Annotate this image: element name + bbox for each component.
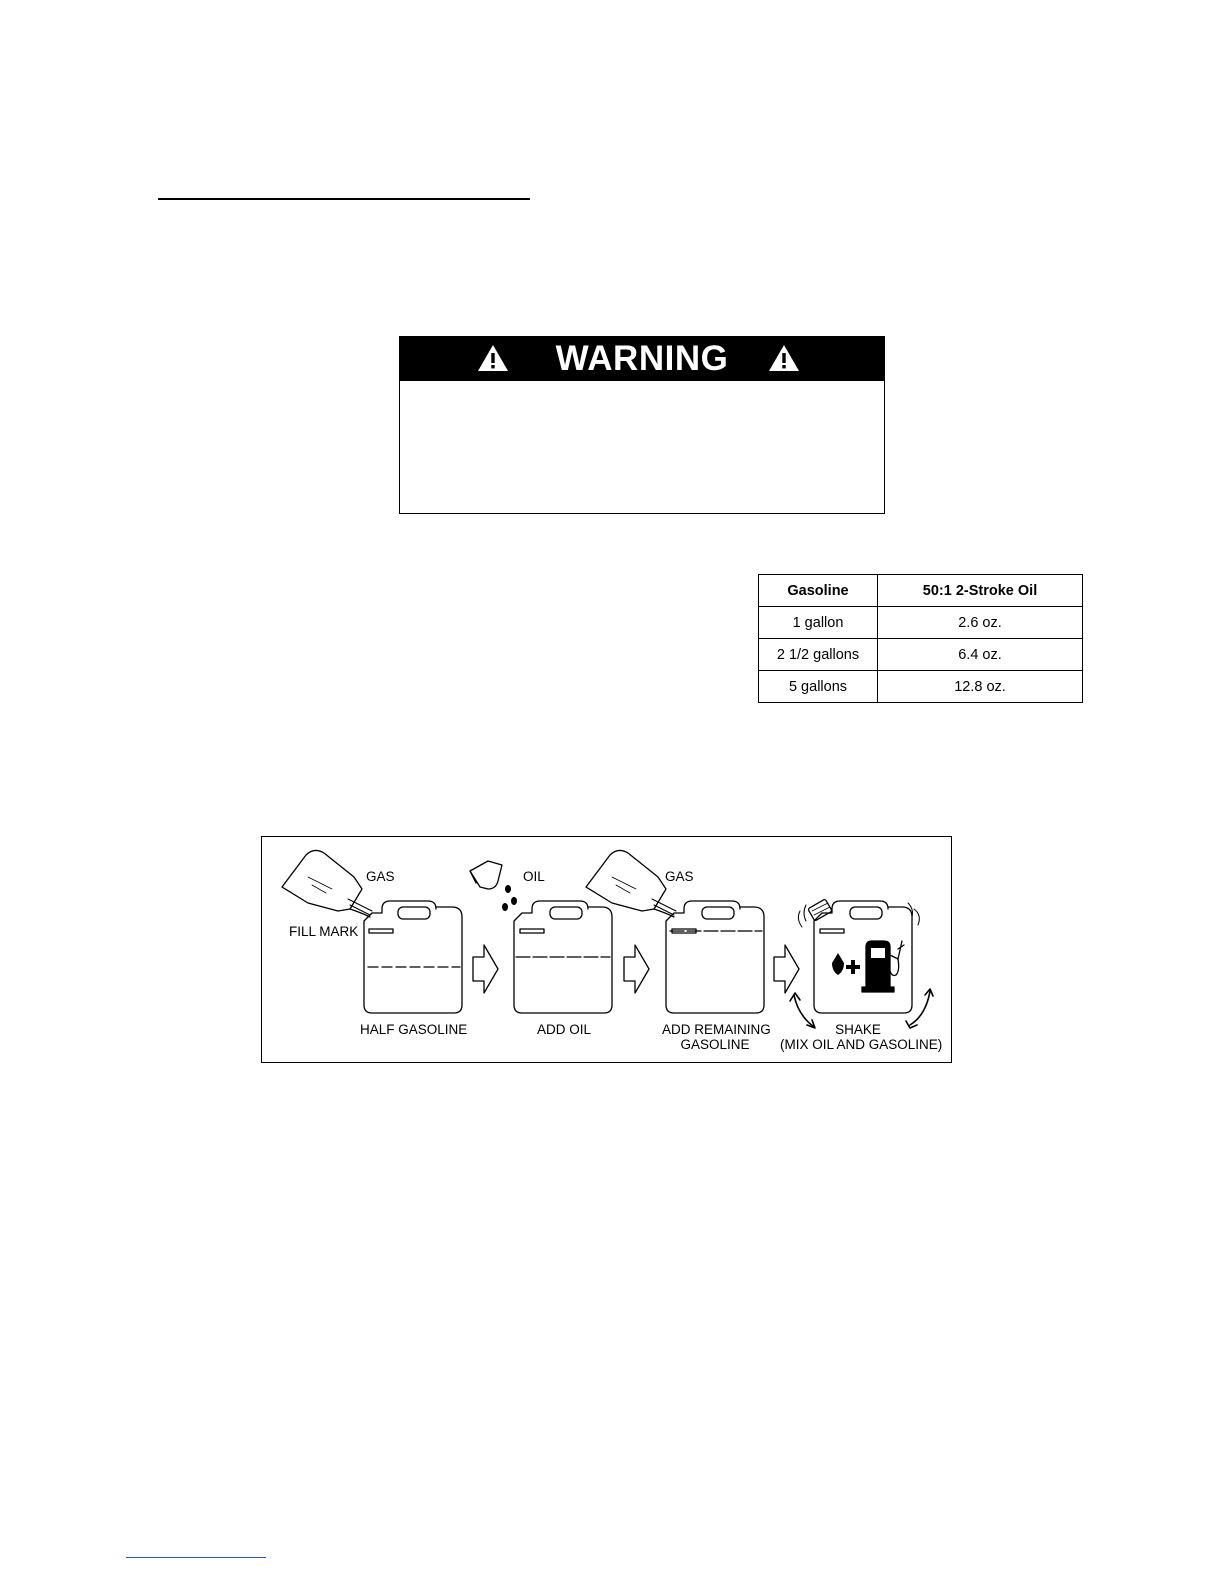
step-label-add-oil: ADD OIL — [537, 1022, 592, 1037]
arrow-right-icon — [624, 945, 649, 993]
warning-title: WARNING — [555, 339, 729, 378]
table-cell-oil: 6.4 oz. — [878, 639, 1083, 671]
arrow-right-icon — [473, 945, 498, 993]
table-cell-gasoline: 1 gallon — [759, 607, 878, 639]
section-heading-underline — [158, 198, 530, 200]
step-label-half-gasoline: HALF GASOLINE — [360, 1022, 468, 1037]
fuel-cap-icon — [808, 899, 832, 921]
fuel-mix-table — [758, 574, 1083, 703]
column-header-oil: 50:1 2-Stroke Oil — [878, 575, 1083, 607]
fuel-can-icon — [666, 901, 764, 1013]
column-header-gasoline: Gasoline — [759, 575, 878, 607]
plus-icon — [846, 960, 860, 974]
warning-triangle-icon — [768, 344, 800, 372]
footnote-separator — [126, 1557, 266, 1558]
label-gas: GAS — [366, 869, 395, 884]
label-fill-mark: FILL MARK — [289, 924, 359, 939]
arrow-right-icon — [774, 945, 799, 993]
warning-box — [399, 336, 885, 514]
fuel-mixing-diagram — [261, 836, 952, 1063]
step-label-shake — [780, 1022, 943, 1052]
step-label-line: (MIX OIL AND GASOLINE) — [780, 1037, 943, 1052]
oil-cup-icon — [470, 861, 502, 889]
fuel-can-icon — [514, 901, 612, 1013]
step-label-line: ADD REMAINING — [662, 1022, 771, 1037]
oil-drop-icon — [832, 953, 844, 975]
label-oil: OIL — [523, 869, 545, 884]
step-label-add-remaining — [662, 1022, 771, 1052]
fuel-can-icon — [364, 901, 462, 1013]
table-row — [759, 639, 1083, 671]
fuel-can-icon — [814, 901, 912, 1013]
warning-header — [400, 337, 884, 381]
step-label-line: SHAKE — [835, 1022, 881, 1037]
step-label-line: GASOLINE — [680, 1037, 750, 1052]
table-row — [759, 607, 1083, 639]
table-cell-gasoline: 5 gallons — [759, 671, 878, 703]
gas-bottle-icon — [282, 850, 372, 917]
warning-triangle-icon — [477, 344, 509, 372]
table-row — [759, 671, 1083, 703]
table-header-row — [759, 575, 1083, 607]
label-gas: GAS — [665, 869, 694, 884]
table-cell-gasoline: 2 1/2 gallons — [759, 639, 878, 671]
table-cell-oil: 12.8 oz. — [878, 671, 1083, 703]
oil-drops-icon — [502, 885, 517, 911]
fuel-pump-icon — [862, 941, 904, 992]
table-cell-oil: 2.6 oz. — [878, 607, 1083, 639]
